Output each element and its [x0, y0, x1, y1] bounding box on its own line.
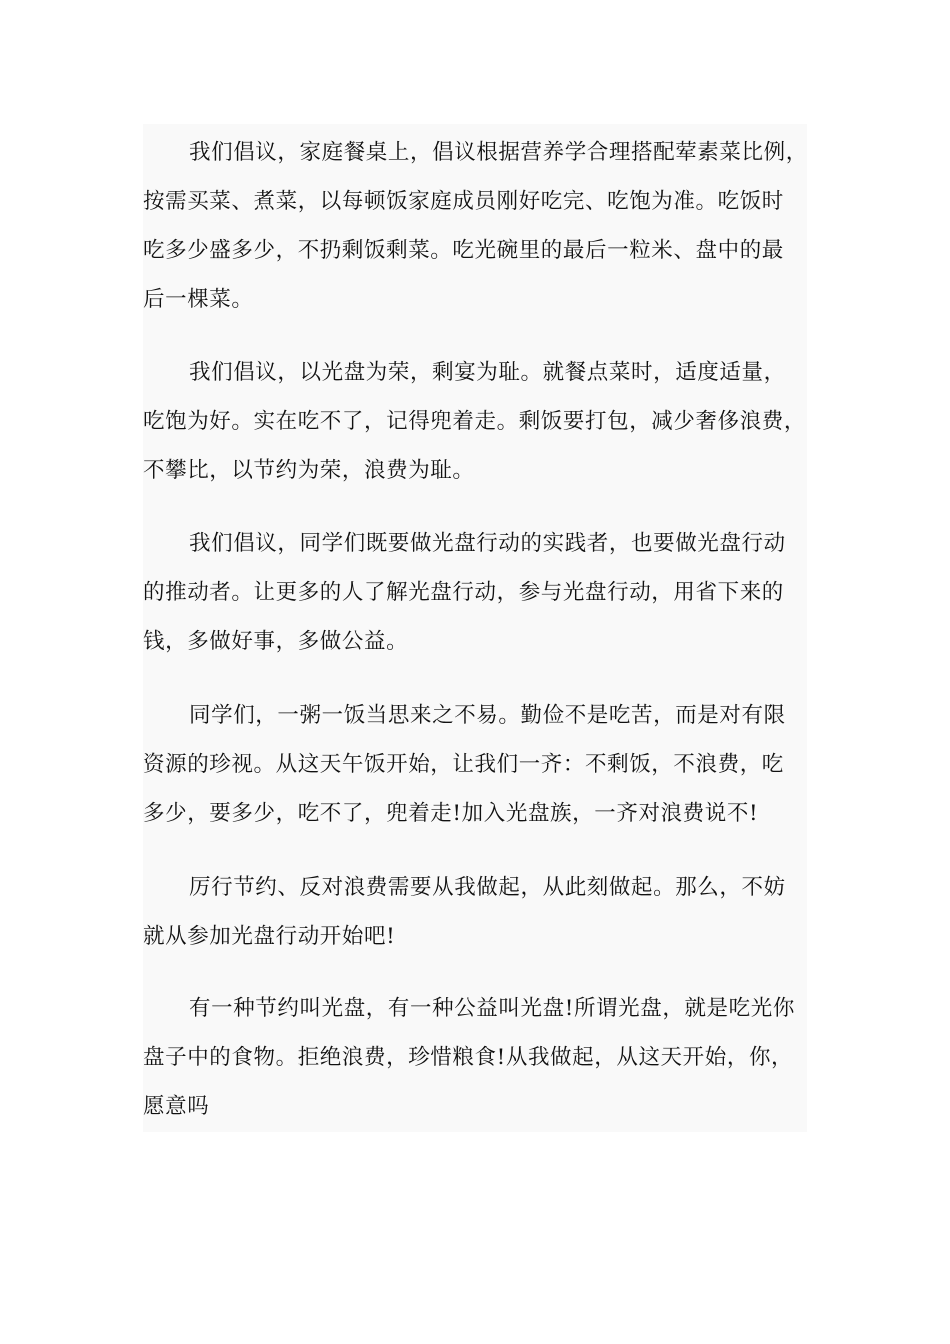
text-line: 有一种节约叫光盘，有一种公益叫光盘!所谓光盘，就是吃光你: [189, 996, 795, 1021]
text-line: 按需买菜、煮菜，以每顿饭家庭成员刚好吃完、吃饱为准。吃饭时: [143, 189, 784, 214]
text-line: 不攀比，以节约为荣，浪费为耻。: [143, 458, 475, 483]
text-line: 的推动者。让更多的人了解光盘行动，参与光盘行动，用省下来的: [143, 580, 784, 605]
text-line: 我们倡议，以光盘为荣，剩宴为耻。就餐点菜时，适度适量，: [189, 360, 786, 385]
paragraph-household-proposal: [143, 128, 807, 324]
text-line: 愿意吗: [143, 1094, 210, 1119]
paragraph-closing: [143, 984, 807, 1131]
text-line: 同学们，一粥一饭当思来之不易。勤俭不是吃苦，而是对有限: [189, 703, 786, 728]
paragraph-students-proposal: [143, 519, 807, 666]
paragraph-start-from-me: [143, 863, 807, 961]
paragraph-clean-plate-proposal: [143, 348, 807, 495]
text-line: 我们倡议，同学们既要做光盘行动的实践者，也要做光盘行动: [189, 531, 786, 556]
text-line: 厉行节约、反对浪费需要从我做起，从此刻做起。那么，不妨: [189, 875, 786, 900]
text-line: 盘子中的食物。拒绝浪费，珍惜粮食!从我做起，从这天开始，你，: [143, 1045, 794, 1070]
text-line: 后一棵菜。: [143, 287, 254, 312]
document-body: [143, 124, 807, 1132]
text-line: 多少，要多少，吃不了，兜着走!加入光盘族，一齐对浪费说不!: [143, 801, 759, 826]
text-line: 吃饱为好。实在吃不了，记得兜着走。剩饭要打包，减少奢侈浪费，: [143, 409, 807, 434]
text-line: 钱，多做好事，多做公益。: [143, 629, 409, 654]
text-line: 资源的珍视。从这天午饭开始，让我们一齐：不剩饭，不浪费，吃: [143, 752, 784, 777]
paragraph-call-to-action: [143, 691, 807, 838]
text-line: 吃多少盛多少，不扔剩饭剩菜。吃光碗里的最后一粒米、盘中的最: [143, 238, 784, 263]
text-line: 我们倡议，家庭餐桌上，倡议根据营养学合理搭配荤素菜比例，: [189, 140, 808, 165]
text-line: 就从参加光盘行动开始吧!: [143, 924, 396, 949]
